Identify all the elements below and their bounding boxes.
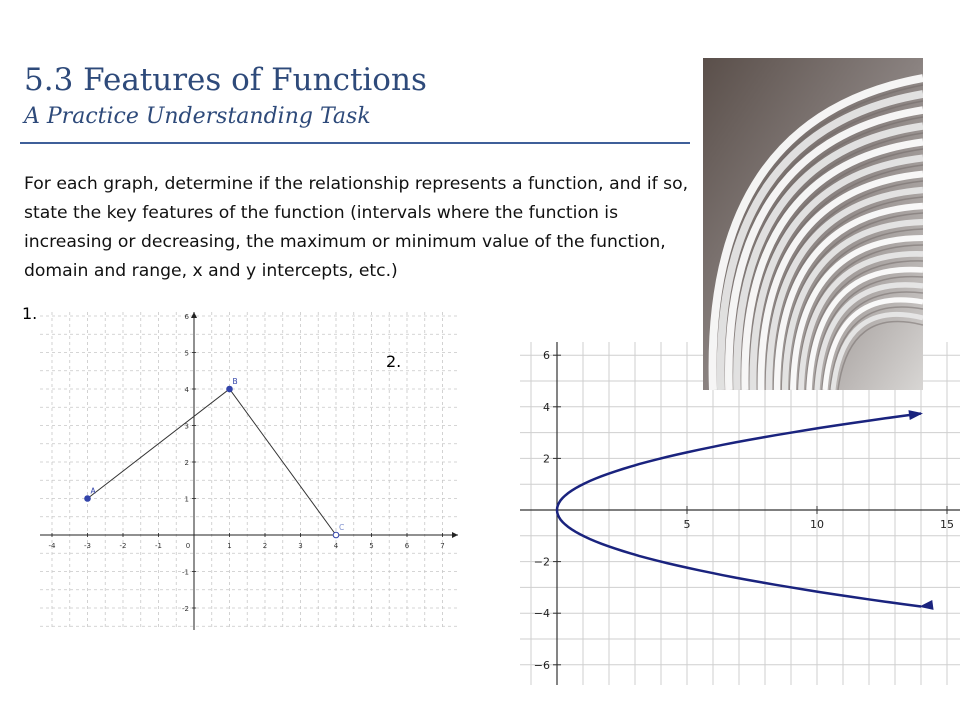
x-tick-label: 5 [369, 542, 374, 550]
x-tick-label: 3 [298, 542, 303, 550]
x-tick-label: 4 [333, 542, 339, 550]
point-label-c: C [339, 523, 345, 532]
problem-2-label: 2. [386, 352, 402, 371]
y-tick-label: 6 [543, 349, 550, 363]
y-tick-label: −6 [533, 658, 550, 672]
spiral-architecture-photo [703, 58, 923, 390]
y-tick-label: 5 [184, 349, 189, 358]
y-tick-label: -2 [182, 605, 189, 613]
x-tick-label: 15 [940, 518, 954, 531]
x-tick-label: 10 [810, 518, 824, 531]
y-axis-arrow [191, 312, 197, 318]
page-subtitle: A Practice Understanding Task [24, 104, 371, 129]
point-label-b: B [232, 377, 238, 386]
x-tick-label: 0 [185, 542, 191, 550]
y-tick-label: 1 [184, 495, 189, 504]
x-tick-label: -1 [155, 542, 162, 550]
problem-1-label: 1. [22, 304, 38, 323]
x-tick-label: 2 [262, 542, 268, 550]
x-tick-label: -3 [84, 542, 91, 550]
y-tick-label: 2 [184, 459, 189, 467]
x-tick-label: 6 [404, 542, 410, 550]
y-tick-label: −2 [533, 555, 550, 569]
x-tick-label: -4 [48, 542, 56, 550]
x-tick-label: 1 [227, 542, 232, 550]
y-tick-label: −4 [533, 607, 550, 621]
title-divider [20, 142, 690, 144]
y-tick-label: 6 [184, 313, 189, 321]
y-tick-label: 2 [543, 452, 550, 466]
x-axis-arrow [452, 532, 458, 538]
x-tick-label: -2 [119, 542, 127, 550]
y-tick-label: 3 [184, 422, 189, 431]
point-b [227, 386, 233, 392]
y-tick-label: 4 [184, 386, 189, 394]
x-tick-label: 7 [440, 542, 445, 550]
instructions-text: For each graph, determine if the relationship represents a function, and if so, state the key features of the function (intervals where the function is increasing or decreasing, the maximum or minimum value of the function, domain and range, x and y intercepts, etc.) [24, 174, 689, 281]
point-c [333, 532, 339, 538]
x-tick-label: 5 [683, 518, 691, 531]
point-label-a: A [90, 486, 96, 496]
y-tick-label: -1 [182, 568, 189, 577]
point-a [85, 496, 91, 502]
page-title: 5.3 Features of Functions [24, 62, 427, 98]
y-tick-label: 4 [543, 400, 550, 414]
graph-2 [512, 340, 960, 685]
